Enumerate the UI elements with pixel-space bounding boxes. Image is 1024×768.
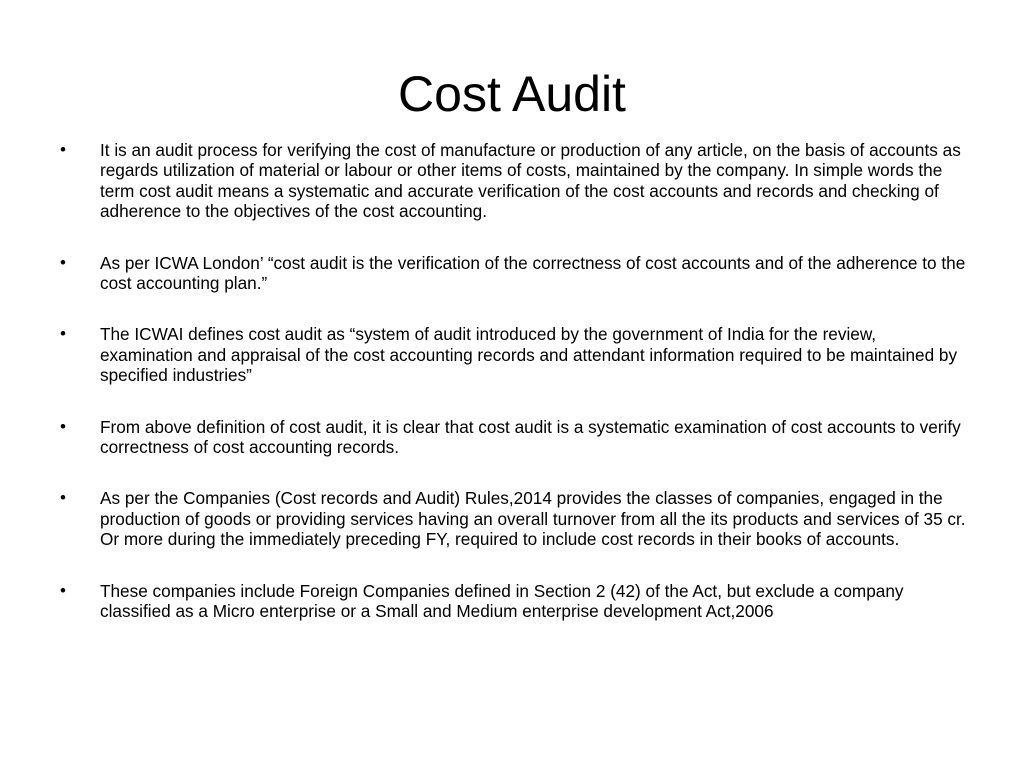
list-item [52, 488, 968, 549]
list-item [52, 417, 968, 458]
bullet-icon: • [60, 416, 66, 436]
bullet-icon: • [60, 324, 66, 344]
bullet-text: From above definition of cost audit, it is clear that cost audit is a systematic examination of cost accounts to verify correctness of cost accounting records. [100, 416, 961, 458]
bullet-icon: • [60, 252, 66, 272]
bullet-text: As per the Companies (Cost records and Audit) Rules,2014 provides the classes of companies, engaged in the production of goods or providing services having an overall turnover from all the its products and services of 35 cr. Or more during the immediately preceding FY, required to include cost records in their books of accounts. [100, 488, 966, 550]
bullet-icon: • [60, 488, 66, 508]
list-item [52, 324, 968, 385]
list-item [52, 140, 968, 222]
bullet-text: These companies include Foreign Companies defined in Section 2 (42) of the Act, but exclude a company classified as a Micro enterprise or a Small and Medium enterprise development Act,2006 [100, 580, 904, 622]
bullet-text: As per ICWA London’ “cost audit is the verification of the correctness of cost accounts and of the adherence to the cost accounting plan.” [100, 252, 966, 294]
list-item [52, 253, 968, 294]
bullet-icon: • [60, 140, 66, 159]
bullet-text: The ICWAI defines cost audit as “system of audit introduced by the government of India for the review, examination and appraisal of the cost accounting records and attendant information required to be maintained by specified industries” [100, 324, 958, 386]
bullet-icon: • [60, 580, 66, 600]
bullet-text: It is an audit process for verifying the cost of manufacture or production of any article, on the basis of accounts as regards utilization of material or labour or other items of costs, maintained by the company. In simple words the term cost audit means a systematic and accurate verification of the cost accounts and records and checking of adherence to the objectives of the cost accounting. [100, 140, 961, 222]
list-item [52, 581, 968, 622]
slide-title: Cost Audit [398, 66, 626, 122]
bullet-list [52, 140, 968, 653]
